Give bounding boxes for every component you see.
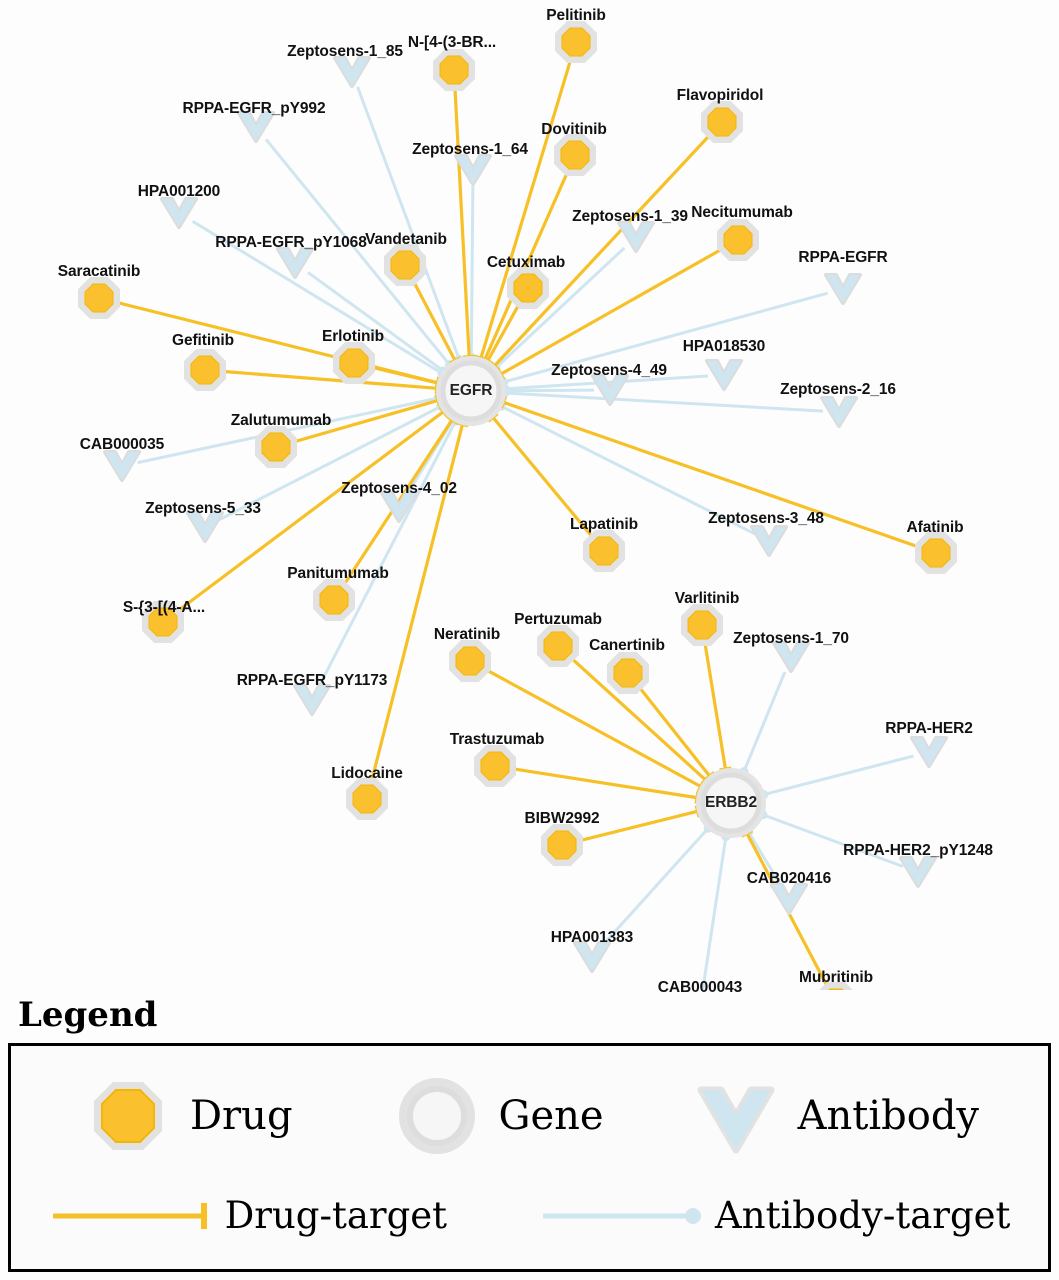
antibody-node[interactable] (162, 199, 196, 227)
drug-node[interactable] (585, 532, 623, 570)
antibody-node-label: Zeptosens-1_85 (287, 43, 403, 60)
gene-node-label: ERBB2 (704, 794, 758, 811)
antibody-target-edge (603, 828, 708, 945)
drug-node-label: Dovitinib (541, 121, 607, 138)
legend-item-antibody-target-edge (539, 1194, 1010, 1237)
legend-item-antibody (688, 1068, 979, 1164)
drug-node-label: Canertinib (589, 637, 665, 654)
legend-label-drug-target: Drug-target (224, 1194, 448, 1237)
antibody-target-edge (319, 421, 455, 686)
drug-node-label: BIBW2992 (524, 810, 600, 827)
drug-node[interactable] (186, 351, 224, 389)
legend-edges-row (11, 1194, 1048, 1237)
drug-target-edge-icon (49, 1199, 217, 1233)
antibody-node[interactable] (295, 686, 329, 714)
drug-target-edge (705, 644, 725, 770)
antibody-node[interactable] (826, 275, 860, 303)
legend-label-gene: Gene (498, 1093, 604, 1139)
antibody-node-label: CAB000035 (79, 436, 165, 453)
drug-node-label: Varlitinib (674, 590, 740, 607)
antibody-node[interactable] (822, 398, 856, 426)
drug-node[interactable] (476, 747, 514, 785)
legend-item-gene (389, 1068, 604, 1164)
antibody-node-label: Zeptosens-2_16 (780, 381, 896, 398)
drug-node-label: Trastuzumab (449, 731, 545, 748)
antibody-node-label: RPPA-HER2_pY1248 (843, 842, 993, 859)
drug-node[interactable] (509, 269, 547, 307)
drug-node[interactable] (315, 581, 353, 619)
drug-node-label: Cetuximab (486, 254, 566, 271)
antibody-target-edge (505, 390, 594, 391)
drug-node-label: S-{3-[(4-A... (122, 599, 206, 616)
drug-node[interactable] (335, 344, 373, 382)
antibody-node-label: RPPA-HER2 (885, 720, 973, 737)
drug-node[interactable] (683, 606, 721, 644)
antibody-node-label: HPA018530 (682, 338, 766, 355)
antibody-node-label: Zeptosens-3_48 (708, 510, 824, 527)
antibody-node[interactable] (575, 943, 609, 971)
legend-item-drug-target-edge (49, 1194, 447, 1237)
drug-node[interactable] (543, 826, 581, 864)
gene-node-label: EGFR (449, 382, 493, 399)
drug-node[interactable] (609, 654, 647, 692)
antibody-node-label: HPA001383 (550, 929, 634, 946)
drug-node[interactable] (719, 221, 757, 259)
drug-target-edge (640, 688, 710, 776)
antibody-target-edge (505, 393, 823, 411)
antibody-target-edge (744, 672, 785, 772)
legend-label-antibody: Antibody (797, 1093, 980, 1139)
antibody-target-edge (764, 756, 914, 795)
drug-icon (80, 1068, 176, 1164)
drug-node-label: Flavopiridol (676, 87, 764, 104)
drug-node-label: Lidocaine (331, 765, 403, 782)
drug-node-label: Vandetanib (365, 231, 447, 248)
drug-node-label: Saracatinib (57, 263, 141, 280)
antibody-node-label: RPPA-EGFR_pY1173 (236, 672, 388, 689)
antibody-node[interactable] (707, 361, 741, 389)
antibody-node-label: CAB000043 (657, 979, 743, 996)
drug-node[interactable] (386, 246, 424, 284)
drug-node-label: Necitumumab (691, 204, 793, 221)
drug-node-label: N-[4-(3-BR... (407, 34, 497, 51)
antibody-node-label: RPPA-EGFR (798, 249, 888, 266)
drug-node-label: Gefitinib (172, 332, 234, 349)
antibody-node-label: Zeptosens-5_33 (145, 500, 261, 517)
drug-node[interactable] (703, 103, 741, 141)
legend-label-antibody-target: Antibody-target (715, 1194, 1011, 1237)
drug-node[interactable] (557, 23, 595, 61)
antibody-node-label: CAB020416 (746, 870, 832, 887)
drug-target-edge (455, 89, 469, 357)
antibody-target-edge (702, 837, 726, 990)
legend-box (8, 1043, 1051, 1272)
antibody-node-label: Zeptosens-4_02 (341, 480, 457, 497)
legend-title: Legend (18, 995, 158, 1035)
legend-label-drug: Drug (189, 1093, 293, 1139)
drug-node-label: Zalutumumab (230, 412, 332, 429)
drug-node[interactable] (917, 534, 955, 572)
drug-target-edge (494, 136, 709, 366)
legend-shapes-row (11, 1068, 1048, 1164)
drug-target-edge (372, 367, 437, 383)
antibody-node[interactable] (619, 223, 653, 251)
drug-node[interactable] (556, 136, 594, 174)
drug-node[interactable] (257, 428, 295, 466)
antibody-node[interactable] (912, 738, 946, 766)
antibody-target-edge-icon (539, 1199, 707, 1233)
antibody-node-label: RPPA-EGFR_pY992 (182, 100, 326, 117)
drug-node-label: Afatinib (906, 519, 964, 536)
drug-node-label: Neratinib (433, 626, 501, 643)
drug-node-label: Pertuzumab (514, 611, 602, 628)
drug-target-edge (514, 769, 698, 798)
antibody-node[interactable] (105, 452, 139, 480)
drug-node[interactable] (539, 627, 577, 665)
antibody-node-label: HPA001200 (137, 183, 221, 200)
antibody-node[interactable] (278, 249, 312, 277)
drug-node-label: Mubritinib (799, 969, 873, 986)
antibody-node-label: Zeptosens-1_64 (412, 141, 528, 158)
drug-node[interactable] (435, 51, 473, 89)
drug-node-label: Pelitinib (546, 7, 606, 24)
drug-target-edge (481, 60, 571, 358)
antibody-node-label: Zeptosens-1_39 (572, 208, 688, 225)
antibody-target-edge (471, 186, 473, 357)
drug-node[interactable] (348, 780, 386, 818)
drug-node-label: Erlotinib (322, 328, 384, 345)
antibody-node-label: Zeptosens-4_49 (551, 362, 667, 379)
antibody-node[interactable] (901, 858, 935, 886)
gene-icon (389, 1068, 485, 1164)
antibody-node[interactable] (772, 885, 806, 913)
antibody-node[interactable] (752, 527, 786, 555)
drug-node[interactable] (80, 279, 118, 317)
drug-node[interactable] (451, 642, 489, 680)
drug-node-label: Lapatinib (570, 516, 638, 533)
legend-item-drug (80, 1068, 293, 1164)
drug-node-label: Panitumumab (287, 565, 389, 582)
antibody-node-label: Zeptosens-1_70 (733, 630, 849, 647)
antibody-node-label: RPPA-EGFR_pY1068 (215, 234, 367, 251)
antibody-icon (688, 1068, 784, 1164)
antibody-node[interactable] (335, 58, 369, 86)
